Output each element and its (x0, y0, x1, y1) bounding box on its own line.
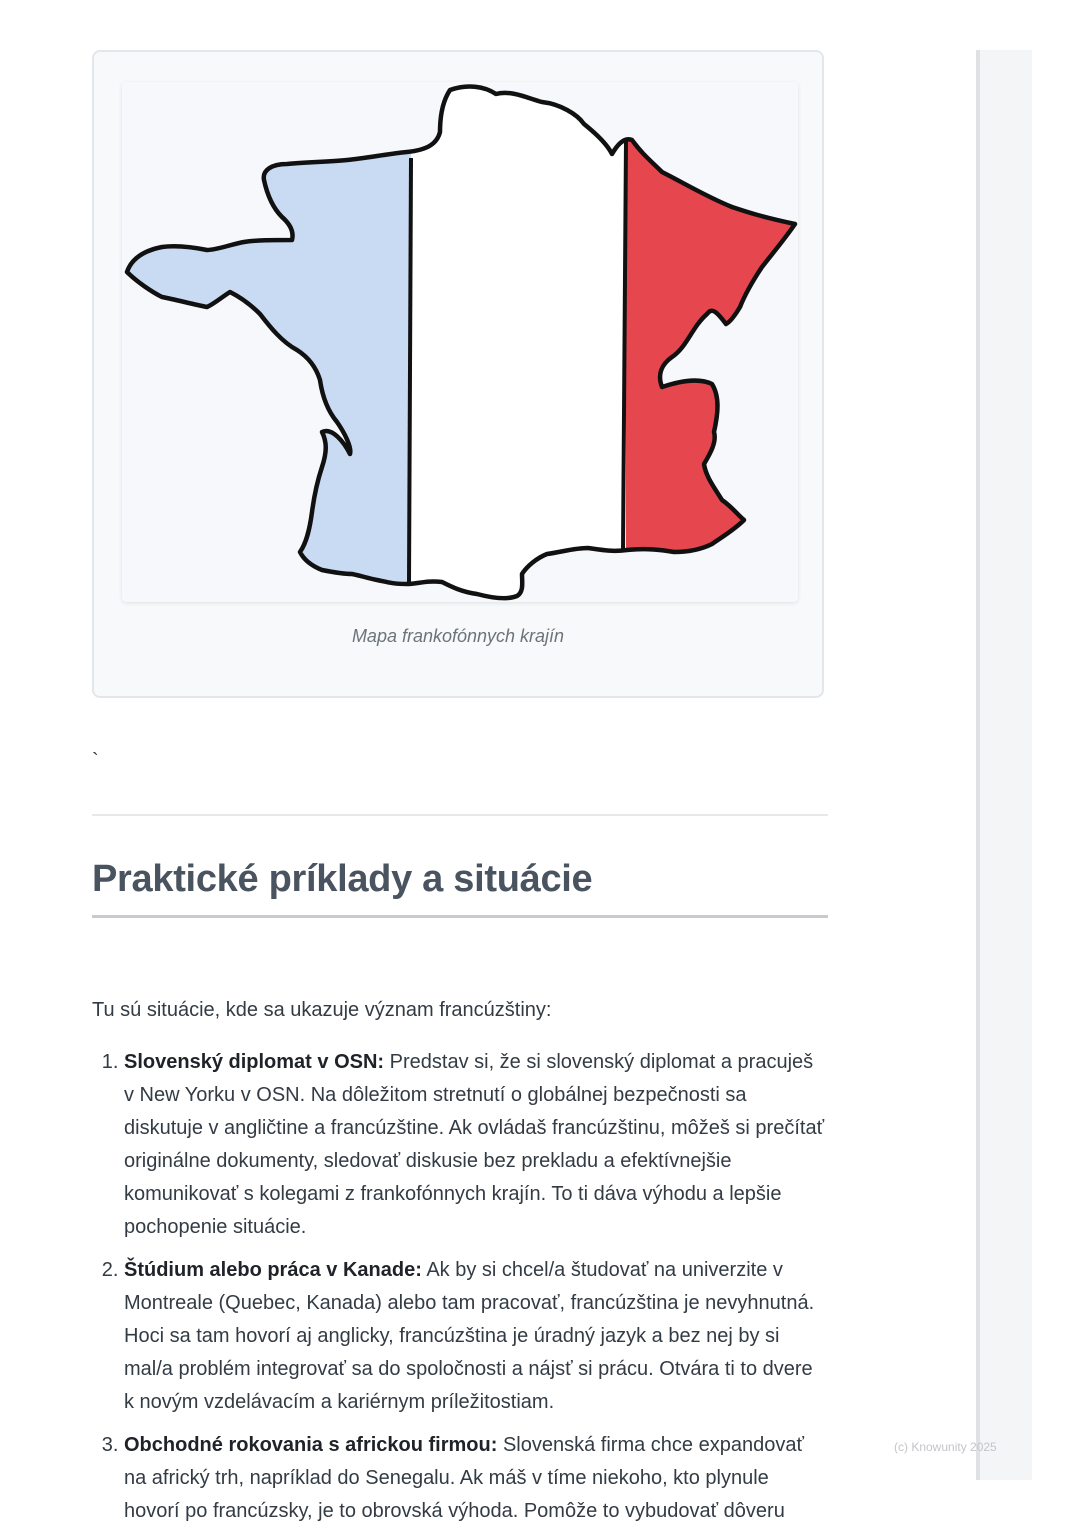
list-item-title: Štúdium alebo práca v Kanade: (124, 1259, 422, 1281)
list-item-text: Ak by si chcel/a študovať na univerzite v Montreale (Quebec, Kanada) alebo tam pracovať, francúzština je nevyhnutná. Hoci sa tam hovorí aj anglicky, francúzština je úradný jazyk a bez nej by si mal/a problém integrovať sa do spoločnosti a nájsť si prácu. Otvára ti to dvere k novým vzdelávacím a kariérnym príležitostiam. (124, 1259, 815, 1413)
list-item (124, 1254, 828, 1419)
horizontal-divider (92, 814, 828, 816)
list-item-title: Slovenský diplomat v OSN: (124, 1051, 385, 1073)
list-item-text: Slovenská firma chce expandovať na africký trh, napríklad do Senegalu. Ak máš v tíme niekoho, kto plynule hovorí po francúzsky, je to obrovská výhoda. Pomôže to vybudovať dôveru (124, 1434, 804, 1522)
section-intro: Tu sú situácie, kde sa ukazuje význam francúzštiny: (92, 999, 552, 1021)
list-item (124, 1429, 828, 1528)
right-sidebar-panel (976, 50, 1032, 1480)
list-item-text: Predstav si, že si slovenský diplomat a pracuješ v New Yorku v OSN. Na dôležitom stretnutí o globálnej bezpečnosti sa diskutuje v angličtine a francúzštine. Ak ovládaš francúzštinu, môžeš si prečítať originálne dokumenty, sledovať diskusie bez prekladu a efektívnejšie komunikovať s kolegami z frankofónnych krajín. To ti dáva výhodu a lepšie pochopenie situácie. (124, 1051, 825, 1238)
flag-blue-band (122, 82, 411, 602)
france-flag-map-image (122, 82, 798, 602)
flag-divider-left (409, 158, 411, 582)
watermark: (c) Knowunity 2025 (894, 1440, 997, 1454)
section-heading: Praktické príklady a situácie (92, 858, 828, 918)
list-item (124, 1046, 828, 1244)
figure-box (92, 50, 824, 698)
france-map-illustration (122, 82, 798, 602)
document-content (92, 50, 828, 1522)
examples-list (92, 1046, 828, 1538)
flag-white-band (411, 82, 626, 602)
list-item-title: Obchodné rokovania s africkou firmou: (124, 1434, 498, 1456)
stray-backtick: ` (92, 750, 99, 772)
figure-caption: Mapa frankofónnych krajín (351, 626, 565, 646)
